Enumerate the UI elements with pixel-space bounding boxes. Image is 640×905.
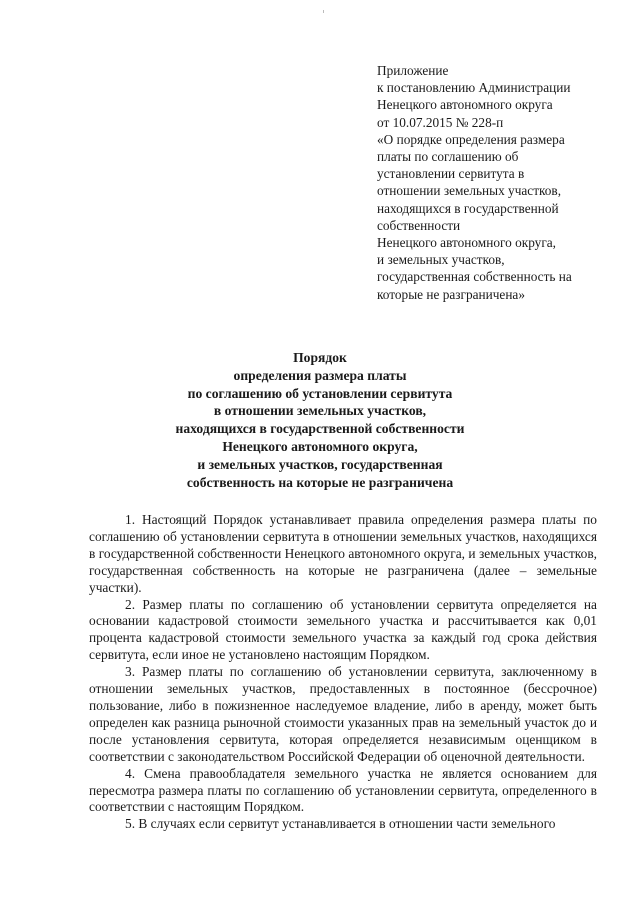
- appendix-line: «О порядке определения размера: [377, 131, 565, 147]
- title-line: Ненецкого автономного округа,: [222, 438, 418, 454]
- paragraph-5: 5. В случаях если сервитут устанавливается в отношении части земельного: [125, 816, 556, 832]
- title-line: и земельных участков, государственная: [197, 456, 443, 472]
- appendix-block: [377, 62, 617, 303]
- title-line: по соглашению об установлении сервитута: [187, 385, 453, 401]
- appendix-line: государственная собственность на: [377, 269, 572, 285]
- appendix-line: Ненецкого автономного округа: [377, 97, 553, 113]
- paragraph-2: 2. Размер платы по соглашению об установлении сервитута определяется на основании кадастровой стоимости земельного участка и рассчитывается как 0,01 процента кадастровой стоимости земельного участка за каждый год срока действия сервитута, если иное не установлено настоящим Порядком.: [89, 596, 597, 663]
- paragraph-4: 4. Смена правообладателя земельного участка не является основанием для пересмотра размера платы по соглашению об установлении сервитута, определенного в соответствии с настоящим Порядком.: [89, 765, 597, 815]
- appendix-line: отношении земельных участков,: [377, 183, 562, 199]
- paragraph-3: 3. Размер платы по соглашению об установлении сервитута, заключенному в отношении земельных участков, предоставленных в постоянное (бессрочное) пользование, либо в пожизненное наследуемое владение, либо в аренду, может быть определен как разница рыночной стоимости указанных прав на земельный участок до и после установления сервитута, которая определяется независимым оценщиком в соответствии с законодательством Российской Федерации об оценочной деятельности.: [89, 664, 597, 764]
- appendix-line: и земельных участков,: [377, 252, 505, 268]
- appendix-line: установлении сервитута в: [377, 166, 525, 182]
- appendix-line: находящихся в государственной: [377, 200, 559, 216]
- appendix-line: Ненецкого автономного округа,: [377, 235, 556, 251]
- appendix-line: которые не разграничена»: [377, 286, 525, 302]
- title-line: собственность на которые не разграничена: [186, 474, 454, 490]
- appendix-line: Приложение: [377, 63, 449, 78]
- scan-mark: [323, 10, 324, 13]
- appendix-line: платы по соглашению об: [377, 149, 519, 165]
- appendix-line: собственности: [377, 217, 461, 233]
- document-title: [80, 349, 560, 491]
- appendix-line: к постановлению Администрации: [377, 80, 571, 96]
- paragraph-1: 1. Настоящий Порядок устанавливает правила определения размера платы по соглашению об установлении сервитута в отношении земельных участков, находящихся в государственной собственности Ненецкого автономного округа, и земельных участков, государственная собственность на которые не разграничена (далее – земельные участки).: [89, 512, 597, 595]
- title-line: в отношении земельных участков,: [213, 403, 427, 419]
- title-line: находящихся в государственной собственности: [175, 421, 465, 437]
- document-body: [89, 512, 597, 833]
- appendix-line: от 10.07.2015 № 228-п: [377, 114, 504, 130]
- title-line: Порядок: [293, 350, 347, 365]
- title-line: определения размера платы: [233, 367, 407, 383]
